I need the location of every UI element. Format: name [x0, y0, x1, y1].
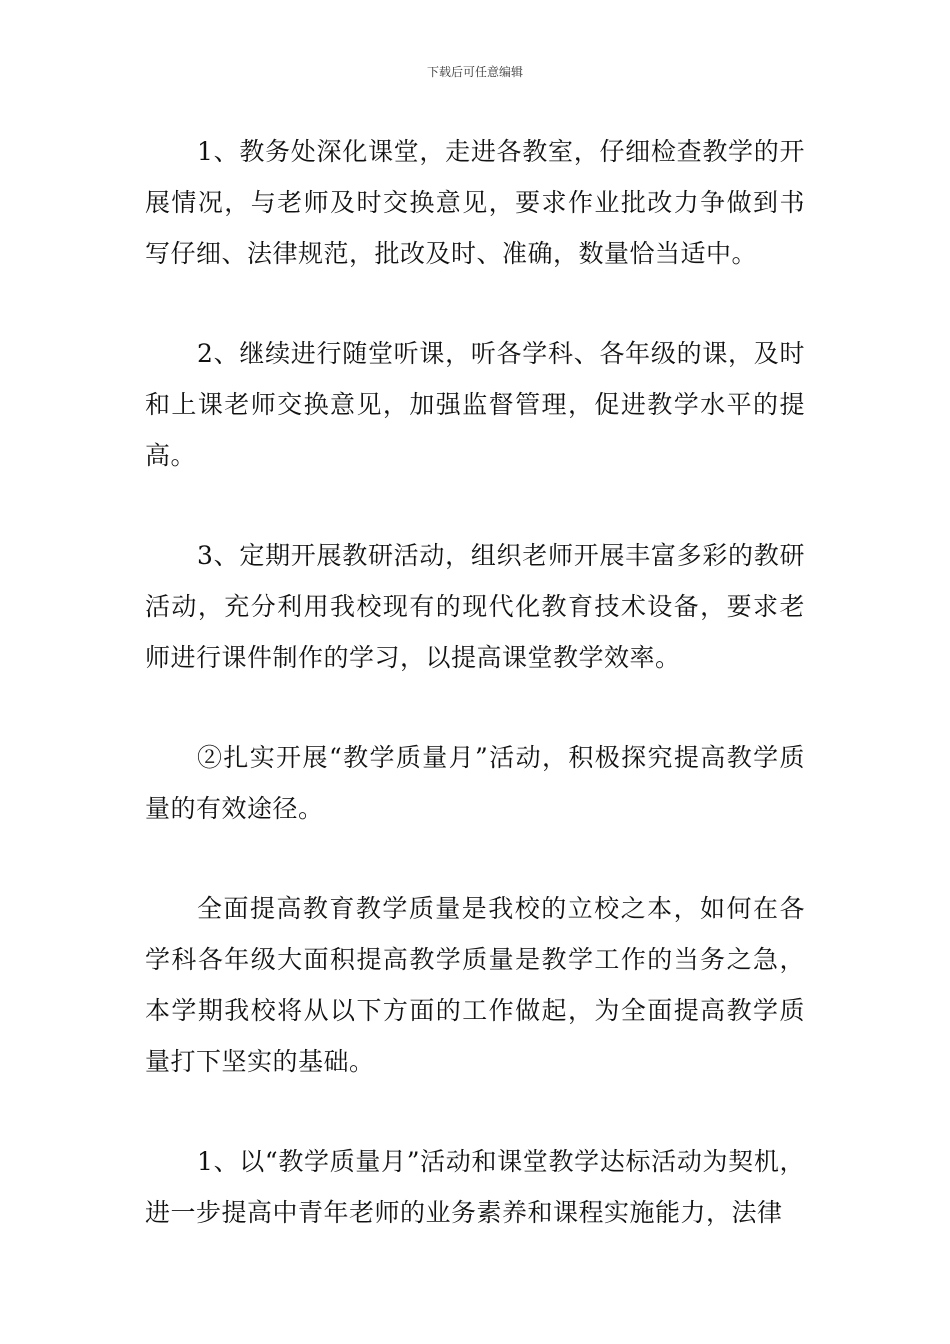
document-body	[145, 126, 805, 1238]
paragraph-4: ②扎实开展“教学质量月”活动，积极探究提高教学质量的有效途径。	[145, 743, 805, 823]
page-header: 下载后可任意编辑	[426, 65, 523, 79]
paragraph-1: 1、教务处深化课堂，走进各教室，仔细检查教学的开展情况，与老师及时交换意见，要求作业批改力争做到书写仔细、法律规范，批改及时、准确，数量恰当适中。	[145, 137, 805, 268]
paragraph-2: 2、继续进行随堂听课，听各学科、各年级的课，及时和上课老师交换意见，加强监督管理，促进教学水平的提高。	[145, 339, 805, 470]
paragraph-5: 全面提高教育教学质量是我校的立校之本，如何在各学科各年级大面积提高教学质量是教学工作的当务之急，本学期我校将从以下方面的工作做起，为全面提高教学质量打下坚实的基础。	[145, 894, 805, 1076]
paragraph-3: 3、定期开展教研活动，组织老师开展丰富多彩的教研活动，充分利用我校现有的现代化教育技术设备，要求老师进行课件制作的学习，以提高课堂教学效率。	[145, 541, 805, 672]
paragraph-6: 1、以“教学质量月”活动和课堂教学达标活动为契机，进一步提高中青年老师的业务素养和课程实施能力，法律	[145, 1147, 805, 1227]
